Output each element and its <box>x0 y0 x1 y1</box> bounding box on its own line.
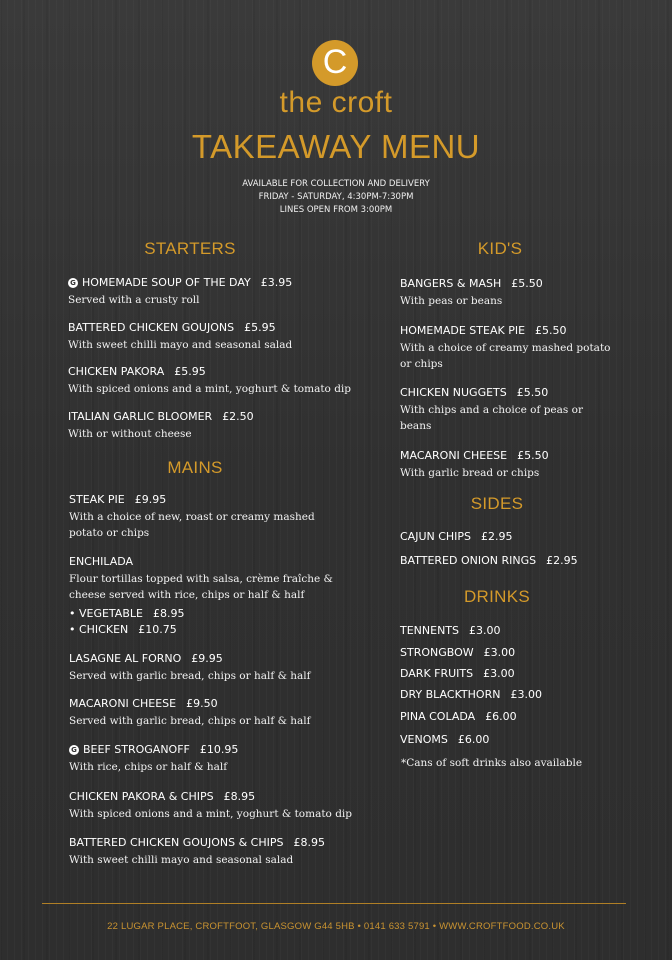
item-description: With garlic bread or chips <box>400 467 540 479</box>
item-price: £6.00 <box>485 710 517 723</box>
item-price: £3.95 <box>260 276 293 289</box>
item-name: STEAK PIE <box>69 493 125 506</box>
item-description: Flour tortillas topped with salsa, crème fraîche & cheese served with rice, chips or half & half <box>69 573 333 601</box>
section-title-drinks: DRINKS <box>463 587 531 606</box>
availability-line: LINES OPEN FROM 3:00PM <box>279 205 393 215</box>
item-description: With a choice of creamy mashed potato or chips <box>400 342 611 370</box>
drink-item <box>400 710 517 724</box>
item-description: With or without cheese <box>68 428 192 440</box>
item-price: £5.50 <box>511 277 543 290</box>
menu-item <box>400 324 620 372</box>
item-name: ITALIAN GARLIC BLOOMER <box>68 410 213 423</box>
item-name: BEEF STROGANOFF <box>83 743 190 756</box>
item-name: TENNENTS <box>400 624 460 637</box>
item-name: VENOMS <box>400 733 448 746</box>
item-description: With peas or beans <box>400 295 503 307</box>
item-name: DRY BLACKTHORN <box>400 688 501 701</box>
item-description: Served with garlic bread, chips or half & half <box>69 670 311 682</box>
menu-item <box>69 652 311 684</box>
availability-line: AVAILABLE FOR COLLECTION AND DELIVERY <box>242 179 430 189</box>
item-name: STRONGBOW <box>400 646 474 659</box>
item-price: £8.95 <box>293 836 325 849</box>
item-price: £9.95 <box>191 652 223 665</box>
item-price: £8.95 <box>223 790 256 803</box>
option-label: • CHICKEN <box>69 623 129 636</box>
logo-icon <box>312 40 358 86</box>
item-description: With sweet chilli mayo and seasonal salad <box>68 339 293 351</box>
item-description: Served with a crusty roll <box>68 294 200 306</box>
item-price: £5.50 <box>516 386 549 399</box>
menu-item <box>68 410 254 442</box>
item-description: With sweet chilli mayo and seasonal salad <box>69 854 294 866</box>
item-name: CHICKEN NUGGETS <box>400 386 507 399</box>
option-price: £8.95 <box>152 607 185 620</box>
menu-item <box>400 449 549 481</box>
item-description: With spiced onions and a mint, yoghurt & tomato dip <box>69 808 353 820</box>
footer-contact: 22 LUGAR PLACE, CROFTFOOT, GLASGOW G44 5HB • 0141 633 5791 • WWW.CROFTFOOD.CO.UK <box>107 921 565 932</box>
item-option <box>69 606 339 622</box>
brand-name: the croft <box>279 86 393 119</box>
item-price: £3.00 <box>510 688 542 701</box>
item-price: £2.95 <box>481 530 513 543</box>
item-description: With a choice of new, roast or creamy mashed potato or chips <box>69 511 315 539</box>
drink-item <box>400 667 515 681</box>
item-name: HOMEMADE STEAK PIE <box>400 324 526 337</box>
item-description: With spiced onions and a mint, yoghurt & tomato dip <box>68 383 352 395</box>
item-price: £9.95 <box>134 493 167 506</box>
availability-line: FRIDAY - SATURDAY, 4:30PM-7:30PM <box>258 192 414 202</box>
footer-divider <box>42 903 626 904</box>
option-price: £10.75 <box>138 623 177 636</box>
item-name: CHICKEN PAKORA <box>68 365 165 378</box>
section-title-sides: SIDES <box>470 494 524 513</box>
option-label: • VEGETABLE <box>69 607 143 620</box>
menu-item <box>400 386 600 434</box>
item-name: LASAGNE AL FORNO <box>69 652 182 665</box>
menu-item <box>69 697 311 729</box>
section-title-mains: MAINS <box>167 458 223 477</box>
item-name: CAJUN CHIPS <box>400 530 472 543</box>
item-option <box>69 622 339 638</box>
item-description: With chips and a choice of peas or beans <box>400 404 583 432</box>
item-name: HOMEMADE SOUP OF THE DAY <box>82 276 251 289</box>
item-name: CHICKEN PAKORA & CHIPS <box>69 790 214 803</box>
item-price: £5.95 <box>244 321 276 334</box>
item-description: With rice, chips or half & half <box>69 761 228 773</box>
section-title-starters: STARTERS <box>144 239 236 258</box>
gluten-free-icon: G <box>69 745 79 755</box>
item-price: £3.00 <box>483 646 516 659</box>
menu-item <box>400 277 543 309</box>
item-name: MACARONI CHEESE <box>400 449 508 462</box>
availability-info <box>0 178 672 217</box>
item-price: £5.95 <box>174 365 206 378</box>
drink-item <box>400 624 501 638</box>
item-name: MACARONI CHEESE <box>69 697 177 710</box>
item-price: £6.00 <box>457 733 490 746</box>
item-price: £9.50 <box>186 697 218 710</box>
drink-item <box>400 733 489 747</box>
item-price: £2.50 <box>222 410 254 423</box>
item-name: ENCHILADA <box>69 555 134 568</box>
item-name: BATTERED CHICKEN GOUJONS & CHIPS <box>69 836 284 849</box>
menu-item <box>68 321 292 353</box>
logo-letter: C <box>322 43 348 81</box>
side-item <box>400 554 578 568</box>
item-name: BATTERED CHICKEN GOUJONS <box>68 321 235 334</box>
drink-item <box>400 646 515 660</box>
gluten-free-icon: G <box>68 278 78 288</box>
menu-item <box>68 365 351 397</box>
section-title-kids: KID'S <box>477 239 523 258</box>
menu-item <box>69 836 325 868</box>
drink-item <box>400 688 542 702</box>
item-price: £5.50 <box>535 324 567 337</box>
menu-item <box>69 555 339 638</box>
page-title: TAKEAWAY MENU <box>191 128 481 165</box>
menu-item <box>68 276 292 308</box>
item-description: Served with garlic bread, chips or half & half <box>69 715 311 727</box>
side-item <box>400 530 513 544</box>
item-name: BATTERED ONION RINGS <box>400 554 537 567</box>
item-name: BANGERS & MASH <box>400 277 502 290</box>
menu-item <box>69 493 339 541</box>
item-price: £2.95 <box>546 554 578 567</box>
item-price: £10.95 <box>199 743 239 756</box>
item-price: £3.00 <box>483 667 515 680</box>
menu-item <box>69 743 238 775</box>
item-name: DARK FRUITS <box>400 667 474 680</box>
item-price: £3.00 <box>469 624 501 637</box>
menu-item <box>69 790 352 822</box>
item-name: PINA COLADA <box>400 710 476 723</box>
drinks-note: *Cans of soft drinks also available <box>401 757 583 769</box>
item-price: £5.50 <box>517 449 549 462</box>
